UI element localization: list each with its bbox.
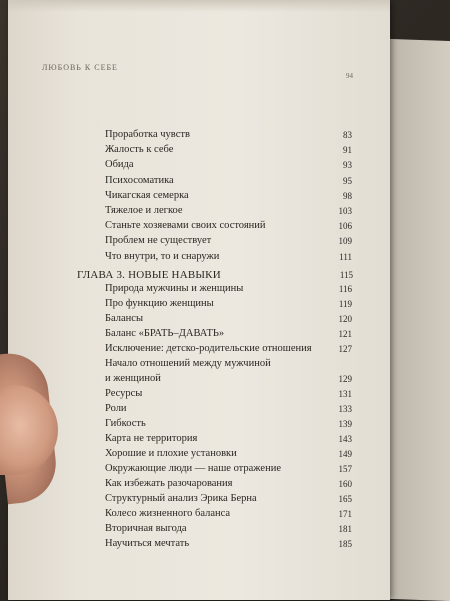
toc-entry-title: Окружающие люди — наше отражение	[105, 463, 281, 474]
toc-entry-title: Гибкость	[105, 418, 146, 429]
toc-entry	[105, 128, 385, 142]
toc-entry-page: 95	[343, 175, 352, 186]
toc-entry-title: Проблем не существует	[105, 235, 212, 247]
toc-entry-page: 133	[338, 404, 352, 414]
toc-entry	[105, 174, 385, 188]
toc-entry	[105, 219, 385, 233]
toc-entry-title: и женщиной	[105, 373, 161, 384]
toc-entry-page: 157	[338, 464, 352, 474]
toc-entry	[105, 462, 385, 476]
toc-entry-title: Структурный анализ Эрика Берна	[105, 493, 257, 504]
toc-entry-page: 98	[343, 190, 352, 201]
toc-entry-title: Про функцию женщины	[105, 298, 214, 309]
toc-entry	[105, 327, 385, 341]
toc-entry-page: 111	[339, 251, 352, 262]
running-header: ЛЮБОВЬ К СЕБЕ	[42, 63, 118, 72]
toc-entry-page: 171	[338, 509, 352, 519]
toc-entry-page: 131	[338, 389, 352, 399]
toc-entry-title: Баланс «БРАТЬ–ДАВАТЬ»	[105, 328, 225, 339]
toc-entry-page: 165	[338, 494, 352, 504]
toc-entry-page: 109	[338, 236, 352, 247]
toc-entry	[105, 372, 385, 386]
toc-entry-title: Исключение: детско-родительские отношения	[105, 343, 312, 354]
toc-entry-page: 103	[338, 206, 352, 216]
toc-entry-title: Что внутри, то и снаружи	[105, 250, 220, 262]
toc-entry-page: 91	[343, 145, 352, 156]
toc-entry-page: 83	[343, 130, 352, 140]
page-number: 94	[346, 72, 353, 80]
toc-entry	[105, 387, 385, 401]
toc-entry-title: Чикагская семерка	[105, 189, 189, 201]
toc-entry-page: 129	[338, 374, 352, 384]
toc-entry-page: 93	[343, 160, 352, 171]
toc-entry-page: 106	[338, 221, 352, 232]
toc-entry-page: 160	[338, 479, 352, 489]
toc-entry-title: Обида	[105, 159, 134, 171]
toc-entry	[105, 204, 385, 218]
toc-entry-page: 119	[338, 299, 352, 309]
toc-entry	[105, 417, 385, 431]
toc-entry-title: Карта не территория	[105, 433, 198, 444]
toc-entry	[105, 492, 385, 506]
toc-entry	[105, 282, 385, 296]
toc-entry	[105, 158, 385, 172]
toc-entry	[105, 477, 385, 491]
toc-entry-page: 120	[338, 314, 352, 324]
toc-entry-title: Хорошие и плохие установки	[105, 448, 237, 459]
chapter-page: 115	[339, 270, 353, 280]
toc-entry	[105, 357, 385, 371]
toc-entry-title: Тяжелое и легкое	[105, 205, 183, 216]
toc-entry-title: Научиться мечтать	[105, 538, 190, 549]
toc-entry-title: Психосоматика	[105, 174, 174, 186]
toc-entry	[105, 143, 385, 157]
toc-entry-title: Природа мужчины и женщины	[105, 283, 244, 294]
toc-entry-title: Колесо жизненного баланса	[105, 508, 231, 519]
toc-entry-page: 121	[338, 329, 352, 339]
toc-entry-page: 149	[338, 449, 352, 459]
toc-entry-page: 139	[338, 419, 352, 429]
toc-entry	[105, 312, 385, 326]
toc-entry-page: 181	[338, 524, 352, 534]
toc-entry	[105, 250, 385, 264]
toc-entry-page: 116	[338, 284, 352, 294]
toc-entry-page: 185	[338, 539, 352, 549]
toc-entry	[105, 189, 385, 203]
chapter-heading	[77, 268, 357, 282]
toc-entry-title: Станьте хозяевами своих состояний	[105, 220, 266, 232]
toc-entry	[105, 447, 385, 461]
toc-entry	[105, 402, 385, 416]
toc-entry	[105, 507, 385, 521]
toc-entry-page: 143	[338, 434, 352, 444]
toc-entry-title: Проработка чувств	[105, 129, 190, 140]
chapter-title: ГЛАВА 3. НОВЫЕ НАВЫКИ	[77, 269, 221, 281]
toc-entry	[105, 537, 385, 551]
toc-entry	[105, 342, 385, 356]
toc-entry-title: Балансы	[105, 313, 144, 324]
toc-entry	[105, 297, 385, 311]
toc-entry	[105, 522, 385, 536]
toc-entry-title: Жалость к себе	[105, 144, 174, 156]
toc-entry	[105, 432, 385, 446]
toc-entry-title: Ресурсы	[105, 388, 143, 399]
toc-entry-title: Роли	[105, 403, 127, 414]
toc-entry-title: Начало отношений между мужчиной	[105, 358, 271, 369]
toc-entry-page: 127	[338, 344, 352, 354]
toc-entry-title: Как избежать разочарования	[105, 478, 233, 489]
toc-entry	[105, 234, 385, 248]
toc-entry-title: Вторичная выгода	[105, 523, 187, 534]
